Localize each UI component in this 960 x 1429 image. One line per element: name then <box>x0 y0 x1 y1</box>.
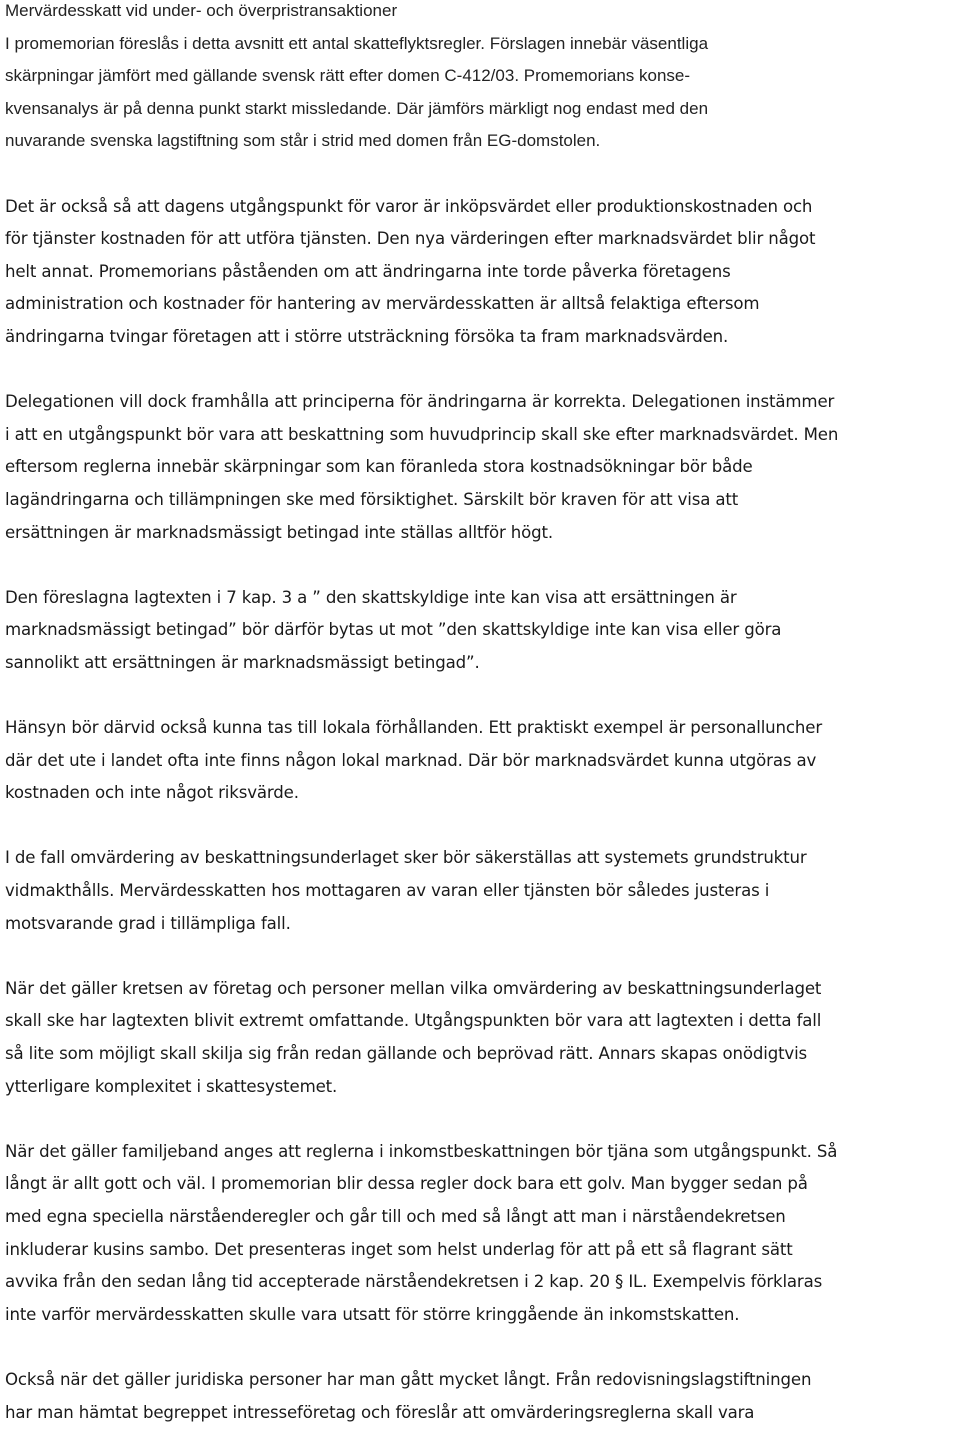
text-line: eftersom reglerna innebär skärpningar som kan föranleda stora kostnadsökningar bör både <box>5 457 753 477</box>
paragraph <box>5 973 955 1103</box>
text-line: så lite som möjligt skall skilja sig från redan gällande och beprövad rätt. Annars skapas onödigtvis <box>5 1044 808 1063</box>
paragraph-gap <box>5 354 955 387</box>
paragraph-gap <box>5 940 955 973</box>
text-line: inkluderar kusins sambo. Det presenteras inget som helst underlag för att på ett så flagrant sätt <box>5 1239 793 1259</box>
document-page <box>5 0 955 1429</box>
text-line: I promemorian föreslås i detta avsnitt ett antal skatteflyktsregler. Förslagen innebär väsentliga <box>5 33 709 53</box>
paragraph <box>5 386 955 549</box>
text-line: marknadsmässigt betingad” bör därför bytas ut mot ”den skattskyldige inte kan visa eller göra <box>5 620 782 640</box>
paragraph-gap <box>5 810 955 843</box>
text-line: i att en utgångspunkt bör vara att beskattning som huvudprincip skall ske efter marknadsvärdet. Men <box>5 424 839 444</box>
text-line: Delegationen vill dock framhålla att principerna för ändringarna är korrekta. Delegationen instämmer <box>5 392 835 412</box>
text-line: Den föreslagna lagtexten i 7 kap. 3 a ” den skattskyldige inte kan visa att ersättningen är <box>5 587 737 607</box>
text-line: avvika från den sedan lång tid accepterade närståendekretsen i 2 kap. 20 § IL. Exempelvis förklaras <box>5 1272 823 1292</box>
text-line: skall ske har lagtexten blivit extremt omfattande. Utgångspunkten bör vara att lagtexten i detta fall <box>5 1011 822 1031</box>
text-line: I de fall omvärdering av beskattningsunderlaget sker bör säkerställas att systemets grundstruktur <box>5 848 807 868</box>
section-heading: Mervärdesskatt vid under- och överpristransaktioner <box>5 1 398 20</box>
text-line: lagändringarna och tillämpningen ske med försiktighet. Särskilt bör kraven för att visa att <box>5 489 739 509</box>
text-line: Hänsyn bör därvid också kunna tas till lokala förhållanden. Ett praktiskt exempel är personalluncher <box>5 718 822 738</box>
paragraph <box>5 842 955 940</box>
paragraph <box>5 1364 955 1429</box>
paragraph <box>5 582 955 680</box>
text-line: motsvarande grad i tillämpliga fall. <box>5 913 291 933</box>
paragraph-gap <box>5 158 955 191</box>
paragraph-gap <box>5 679 955 712</box>
text-line: inte varför mervärdesskatten skulle vara utsatt för större kringgående än inkomstskatten. <box>5 1304 740 1324</box>
text-line: sannolikt att ersättningen är marknadsmässigt betingad”. <box>5 652 480 672</box>
text-line: Det är också så att dagens utgångspunkt för varor är inköpsvärdet eller produktionskostnaden och <box>5 196 813 216</box>
text-line: administration och kostnader för hantering av mervärdesskatten är alltså felaktiga eftersom <box>5 294 760 314</box>
text-line: helt annat. Promemorians påståenden om att ändringarna inte torde påverka företagens <box>5 261 731 281</box>
paragraph-gap <box>5 1103 955 1136</box>
text-line: När det gäller familjeband anges att reglerna i inkomstbeskattningen bör tjäna som utgångspunkt. Så <box>5 1141 838 1161</box>
text-line: När det gäller kretsen av företag och personer mellan vilka omvärdering av beskattningsunderlaget <box>5 978 822 998</box>
text-line: har man hämtat begreppet intresseföretag och föreslår att omvärderingsreglerna skall vara <box>5 1402 755 1422</box>
text-line: ändringarna tvingar företagen att i större utsträckning försöka ta fram marknadsvärden. <box>5 326 729 346</box>
paragraph <box>5 1136 955 1332</box>
text-line: för tjänster kostnaden för att utföra tjänsten. Den nya värderingen efter marknadsvärdet blir något <box>5 229 816 249</box>
paragraph <box>5 191 955 354</box>
text-line: skärpningar jämfört med gällande svensk rätt efter domen C-412/03. Promemorians konse- <box>5 66 691 86</box>
paragraph-gap <box>5 1331 955 1364</box>
text-line: ersättningen är marknadsmässigt betingad inte ställas alltför högt. <box>5 522 554 542</box>
text-line: Också när det gäller juridiska personer har man gått mycket långt. Från redovisningslagstiftningen <box>5 1369 812 1389</box>
intro-paragraph <box>5 0 955 158</box>
text-line: med egna speciella närståenderegler och går till och med så långt att man i närståendekretsen <box>5 1206 786 1226</box>
paragraph <box>5 712 955 810</box>
text-line: nuvarande svenska lagstiftning som står i strid med domen från EG-domstolen. <box>5 131 601 151</box>
text-line: ytterligare komplexitet i skattesystemet. <box>5 1076 338 1096</box>
text-line: vidmakthålls. Mervärdesskatten hos mottagaren av varan eller tjänsten bör således justeras i <box>5 881 770 901</box>
text-line: där det ute i landet ofta inte finns någon lokal marknad. Där bör marknadsvärdet kunna utgöras av <box>5 750 817 770</box>
text-line: långt är allt gott och väl. I promemorian blir dessa regler dock bara ett golv. Man bygger sedan på <box>5 1174 808 1194</box>
paragraph-gap <box>5 549 955 582</box>
text-line: kostnaden och inte något riksvärde. <box>5 783 299 803</box>
text-line: kvensanalys är på denna punkt starkt missledande. Där jämförs märkligt nog endast med den <box>5 98 709 118</box>
